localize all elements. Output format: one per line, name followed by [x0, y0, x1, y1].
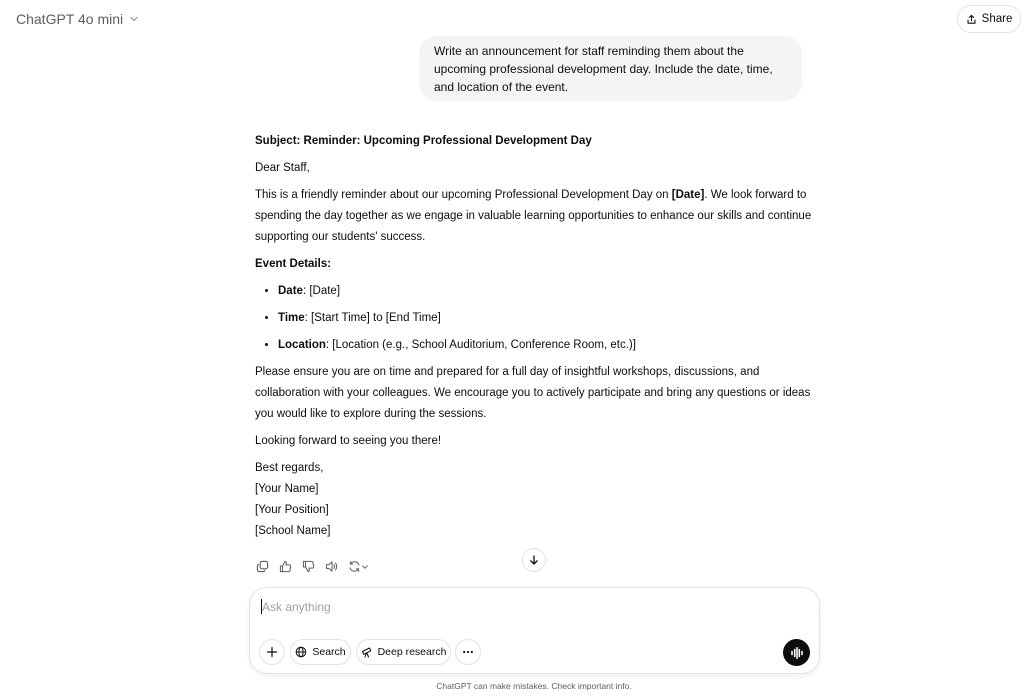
list-item — [278, 281, 815, 302]
chevron-down-icon — [361, 563, 369, 571]
signoff-line: [School Name] — [255, 525, 331, 537]
thumbs-up-icon — [279, 560, 292, 573]
scroll-to-bottom-button[interactable] — [522, 548, 546, 572]
list-item — [278, 335, 815, 356]
intro-text-end: . We look forward to spending the day together as we engage in valuable learning opportunities to enhance our skills and continue supporting our students' success. — [255, 189, 812, 243]
email-looking-forward: Looking forward to seeing you there! — [255, 435, 442, 447]
more-tools-button[interactable] — [455, 639, 481, 665]
email-closing-paragraph: Please ensure you are on time and prepared for a full day of insightful workshops, discussions, and collaboration with your colleagues. We encourage you to actively participate and bring any questions or ideas you would like to explore during the sessions. — [255, 366, 811, 420]
footer-disclaimer: ChatGPT can make mistakes. Check important info. — [436, 681, 632, 691]
arrow-down-icon — [528, 554, 540, 566]
deep-research-button[interactable] — [356, 639, 451, 665]
model-selector[interactable] — [10, 8, 145, 30]
share-label: Share — [981, 13, 1013, 25]
message-actions — [254, 558, 370, 575]
copy-button[interactable] — [254, 558, 271, 575]
voice-mode-button[interactable] — [783, 639, 810, 666]
model-name: ChatGPT 4o mini — [16, 11, 124, 27]
share-button[interactable] — [957, 5, 1021, 33]
regenerate-button[interactable] — [346, 558, 370, 575]
top-bar — [0, 0, 1024, 40]
detail-label: Location — [278, 339, 326, 351]
detail-value: : [Location (e.g., School Auditorium, Conference Room, etc.)] — [325, 339, 636, 351]
user-message-text: Write an announcement for staff reminding them about the upcoming professional development day. Include the date, time, and location of the event. — [434, 44, 773, 94]
search-tool-label: Search — [312, 646, 346, 658]
thumbs-down-icon — [302, 560, 315, 573]
email-greeting: Dear Staff, — [255, 162, 310, 174]
intro-date-placeholder: [Date] — [671, 189, 705, 201]
thumbs-up-button[interactable] — [277, 558, 294, 575]
detail-value: : [Date] — [302, 285, 341, 297]
deep-research-label: Deep research — [377, 646, 447, 658]
event-details-list — [255, 281, 815, 356]
share-icon — [966, 14, 977, 25]
signoff-line: Best regards, — [255, 462, 324, 474]
detail-label: Time — [278, 312, 305, 324]
composer — [249, 587, 820, 674]
signoff-line: [Your Name] — [255, 483, 319, 495]
voice-waveform-icon — [790, 646, 804, 660]
email-signoff — [255, 458, 815, 542]
signoff-line: [Your Position] — [255, 504, 329, 516]
read-aloud-button[interactable] — [323, 558, 340, 575]
more-horizontal-icon — [462, 646, 474, 658]
detail-label: Date — [278, 285, 303, 297]
telescope-icon — [361, 646, 373, 658]
read-aloud-icon — [325, 560, 339, 573]
email-subject: Subject: Reminder: Upcoming Professional Development Day — [255, 135, 592, 147]
intro-text-start: This is a friendly reminder about our upcoming Professional Development Day on — [255, 189, 672, 201]
attach-button[interactable] — [259, 639, 285, 665]
event-details-heading: Event Details: — [255, 258, 332, 270]
user-message — [419, 36, 802, 101]
chevron-down-icon — [129, 14, 139, 24]
search-tool-button[interactable] — [290, 639, 351, 665]
plus-icon — [266, 646, 278, 658]
thumbs-down-button[interactable] — [300, 558, 317, 575]
globe-icon — [295, 646, 307, 658]
list-item — [278, 308, 815, 329]
email-intro — [255, 185, 815, 248]
regenerate-icon — [348, 560, 361, 573]
detail-value: : [Start Time] to [End Time] — [304, 312, 441, 324]
assistant-message — [255, 131, 815, 542]
copy-icon — [256, 560, 269, 573]
prompt-input[interactable] — [262, 597, 782, 617]
